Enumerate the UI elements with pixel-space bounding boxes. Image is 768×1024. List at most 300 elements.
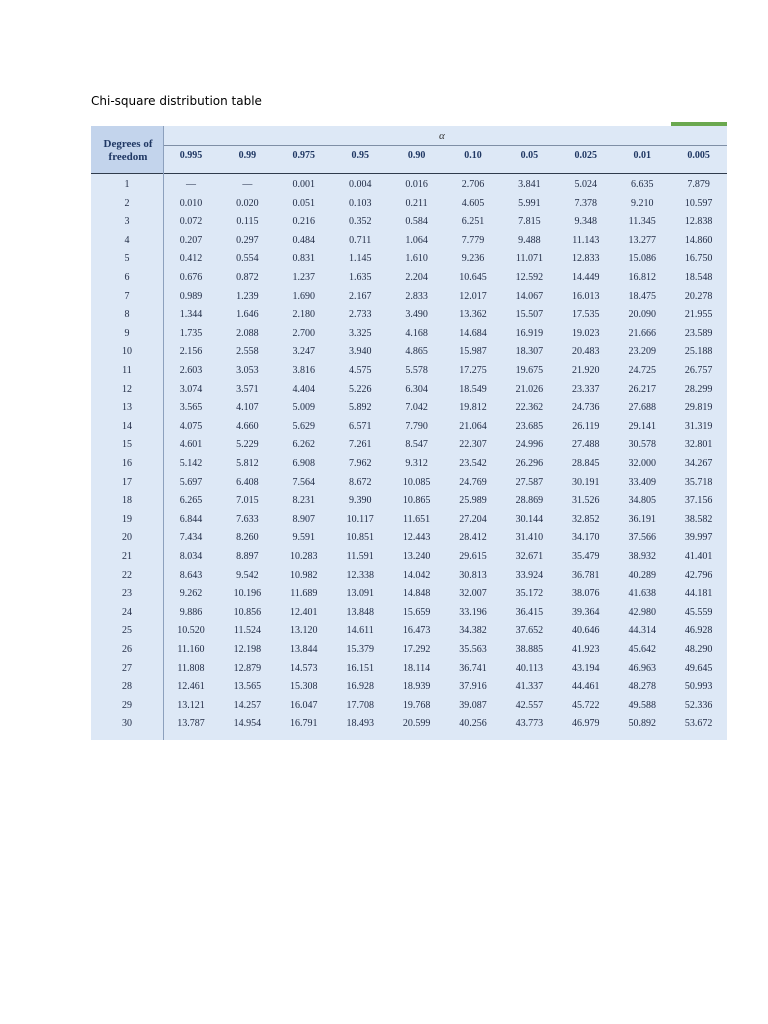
table-cell: 26.296 xyxy=(515,458,544,469)
df-cell: 20 xyxy=(122,532,132,544)
table-cell: 38.076 xyxy=(572,588,600,600)
table-cell: 3.816 xyxy=(292,365,316,376)
table-cell: 14.449 xyxy=(572,272,600,283)
table-cell: 16.791 xyxy=(290,718,318,730)
df-cell: 17 xyxy=(122,476,132,488)
table-cell: 11.524 xyxy=(233,625,261,637)
table-cell: 24.725 xyxy=(628,365,656,376)
table-cell: 12.833 xyxy=(572,253,600,265)
table-cell: 1.145 xyxy=(348,253,372,265)
table-cell: 18.493 xyxy=(346,718,374,730)
table-cell: 0.207 xyxy=(179,234,203,246)
df-cell: 27 xyxy=(122,662,132,674)
table-cell: 29.819 xyxy=(684,402,713,414)
table-cell: 12.838 xyxy=(684,216,713,228)
table-row xyxy=(91,250,727,268)
table-cell: 17.535 xyxy=(572,309,600,321)
table-cell: 33.196 xyxy=(459,606,487,618)
table-cell: 20.278 xyxy=(684,290,713,302)
table-cell: 16.473 xyxy=(402,625,431,637)
table-cell: 15.308 xyxy=(290,681,318,693)
table-cell: 38.932 xyxy=(628,551,656,562)
df-cell: 1 xyxy=(124,179,130,190)
table-cell: 16.812 xyxy=(628,272,656,283)
table-cell: 15.659 xyxy=(402,606,431,618)
table-cell: 52.336 xyxy=(684,699,713,711)
table-cell: 23.589 xyxy=(684,327,713,339)
table-cell: 14.042 xyxy=(402,569,431,581)
table-cell: 30.813 xyxy=(459,569,487,581)
table-cell: 13.277 xyxy=(628,234,656,246)
table-cell: 2.558 xyxy=(236,346,259,358)
table-cell: 6.265 xyxy=(179,495,203,507)
table-cell: 35.718 xyxy=(684,476,713,488)
table-cell: 42.980 xyxy=(628,606,656,618)
table-cell: 26.757 xyxy=(684,365,713,376)
table-cell: 23.542 xyxy=(459,458,487,469)
column-headers xyxy=(163,150,727,166)
table-cell: 7.015 xyxy=(236,495,259,507)
chi-square-table xyxy=(91,126,727,740)
table-row xyxy=(91,585,727,603)
table-row xyxy=(91,399,727,417)
table-cell: 25.188 xyxy=(684,346,713,358)
table-cell: 44.314 xyxy=(628,625,656,637)
table-cell: 8.897 xyxy=(236,551,259,562)
table-cell: 8.907 xyxy=(292,513,316,525)
table-row xyxy=(91,641,727,659)
table-row xyxy=(91,660,727,678)
table-cell: 7.042 xyxy=(405,402,428,414)
table-cell: 19.812 xyxy=(459,402,487,414)
table-cell: 4.660 xyxy=(236,420,259,432)
table-cell: 16.151 xyxy=(346,662,374,674)
table-cell: 9.542 xyxy=(236,569,259,581)
df-cell: 13 xyxy=(122,402,132,414)
table-cell: 5.991 xyxy=(518,197,541,209)
df-header-label: Degrees of freedom xyxy=(103,138,153,163)
table-cell: 10.865 xyxy=(402,495,431,507)
table-cell: 20.599 xyxy=(402,718,431,730)
table-cell: 31.526 xyxy=(572,495,600,507)
table-row xyxy=(91,418,727,436)
table-cell: 15.379 xyxy=(346,644,374,655)
table-cell: 9.348 xyxy=(574,216,598,228)
table-cell: 15.086 xyxy=(628,253,656,265)
table-cell: 15.987 xyxy=(459,346,487,358)
df-cell: 19 xyxy=(122,513,132,525)
table-cell: 11.345 xyxy=(628,216,656,228)
table-cell: 0.004 xyxy=(348,179,372,190)
column-header: 0.01 xyxy=(633,150,651,161)
table-row xyxy=(91,548,727,566)
table-cell: 43.194 xyxy=(572,662,600,674)
table-cell: 0.352 xyxy=(348,216,372,228)
table-cell: 3.940 xyxy=(348,346,372,358)
table-cell: 2.180 xyxy=(292,309,316,321)
table-cell: 10.520 xyxy=(177,625,205,637)
df-cell: 21 xyxy=(122,551,132,562)
table-cell: 7.879 xyxy=(687,179,710,190)
table-cell: 26.217 xyxy=(628,383,656,395)
table-cell: 50.993 xyxy=(684,681,713,693)
df-cell: 10 xyxy=(122,346,132,358)
table-cell: 0.115 xyxy=(236,216,259,228)
table-cell: 5.226 xyxy=(348,383,372,395)
df-cell: 22 xyxy=(122,569,132,581)
table-cell: 14.860 xyxy=(684,234,713,246)
table-cell: 1.610 xyxy=(405,253,428,265)
table-cell: 8.034 xyxy=(179,551,203,562)
table-row xyxy=(91,436,727,454)
table-cell: 1.237 xyxy=(292,272,316,283)
table-row xyxy=(91,381,727,399)
table-cell: 10.196 xyxy=(233,588,262,600)
table-cell: 1.646 xyxy=(236,309,259,321)
table-cell: 8.643 xyxy=(179,569,203,581)
table-cell: 16.928 xyxy=(346,681,374,693)
table-row xyxy=(91,362,727,380)
table-cell: 34.805 xyxy=(628,495,656,507)
table-cell: 32.671 xyxy=(515,551,544,562)
table-cell: 40.289 xyxy=(628,569,656,581)
table-cell: 10.085 xyxy=(402,476,431,488)
table-cell: 9.886 xyxy=(179,606,203,618)
table-row xyxy=(91,492,727,510)
table-cell: 18.548 xyxy=(684,272,713,283)
table-cell: 3.565 xyxy=(179,402,203,414)
table-cell: 15.507 xyxy=(515,309,544,321)
table-cell: 18.307 xyxy=(515,346,544,358)
table-cell: 21.955 xyxy=(684,309,713,321)
df-cell: 12 xyxy=(122,383,132,395)
df-header-cell xyxy=(91,126,163,174)
table-cell: 49.588 xyxy=(628,699,656,711)
table-cell: 12.879 xyxy=(233,662,262,674)
table-cell: 23.337 xyxy=(572,383,600,395)
table-cell: 4.075 xyxy=(179,420,203,432)
table-cell: 38.885 xyxy=(515,644,544,655)
table-cell: 13.121 xyxy=(177,699,205,711)
table-cell: 4.865 xyxy=(405,346,428,358)
table-cell: 42.557 xyxy=(515,699,544,711)
table-cell: 21.666 xyxy=(628,327,656,339)
table-cell: 5.142 xyxy=(179,458,203,469)
table-cell: 14.684 xyxy=(459,327,487,339)
table-cell: 10.982 xyxy=(290,569,318,581)
table-cell: 27.587 xyxy=(515,476,544,488)
table-cell: 21.026 xyxy=(515,383,544,395)
table-row xyxy=(91,697,727,715)
df-cell: 5 xyxy=(124,253,130,265)
table-cell: 11.071 xyxy=(515,253,543,265)
table-cell: 28.299 xyxy=(684,383,713,395)
table-cell: 39.087 xyxy=(459,699,487,711)
table-cell: 9.390 xyxy=(348,495,372,507)
table-cell: 6.635 xyxy=(630,179,654,190)
table-cell: 13.848 xyxy=(346,606,374,618)
table-cell: 45.642 xyxy=(628,644,656,655)
table-cell: 28.845 xyxy=(572,458,600,469)
table-cell: 26.119 xyxy=(572,420,600,432)
table-cell: 0.831 xyxy=(292,253,316,265)
table-cell: 45.722 xyxy=(572,699,600,711)
table-cell: 5.009 xyxy=(292,402,316,414)
table-cell: 10.283 xyxy=(290,551,318,562)
df-cell: 30 xyxy=(122,718,132,730)
df-cell: 26 xyxy=(122,644,132,655)
table-cell: 3.053 xyxy=(236,365,259,376)
table-cell: 7.378 xyxy=(574,197,598,209)
column-header: 0.975 xyxy=(292,150,316,161)
table-cell: 19.768 xyxy=(402,699,431,711)
table-cell: 27.488 xyxy=(572,439,600,451)
table-cell: 42.796 xyxy=(684,569,713,581)
table-cell: 1.635 xyxy=(348,272,372,283)
table-cell: 36.781 xyxy=(572,569,600,581)
table-cell: 13.362 xyxy=(459,309,487,321)
table-cell: 2.700 xyxy=(292,327,316,339)
table-cell: 40.256 xyxy=(459,718,487,730)
df-cell: 6 xyxy=(124,272,130,283)
table-cell: 36.415 xyxy=(515,606,544,618)
table-cell: 4.605 xyxy=(461,197,485,209)
table-cell: 23.685 xyxy=(515,420,544,432)
table-cell: 21.064 xyxy=(459,420,487,432)
table-cell: 41.923 xyxy=(572,644,600,655)
df-cell: 9 xyxy=(124,327,130,339)
table-cell: 1.735 xyxy=(179,327,203,339)
table-cell: 7.815 xyxy=(518,216,541,228)
alpha-header-rule xyxy=(163,145,727,146)
table-cell: 10.645 xyxy=(459,272,487,283)
table-cell: 17.708 xyxy=(346,699,374,711)
table-cell: 44.181 xyxy=(684,588,713,600)
df-cell: 28 xyxy=(122,681,132,693)
table-cell: 32.000 xyxy=(628,458,656,469)
table-cell: 1.064 xyxy=(405,234,428,246)
table-cell: 14.611 xyxy=(346,625,374,637)
table-row xyxy=(91,455,727,473)
table-cell: 11.143 xyxy=(572,234,600,246)
table-cell: 24.736 xyxy=(572,402,600,414)
table-row xyxy=(91,306,727,324)
table-cell: 12.592 xyxy=(515,272,544,283)
table-cell: 5.578 xyxy=(405,365,428,376)
table-cell: 0.072 xyxy=(179,216,203,228)
table-cell: 31.319 xyxy=(684,420,713,432)
table-cell: 33.409 xyxy=(628,476,656,488)
table-cell: 5.024 xyxy=(574,179,598,190)
table-cell: 16.750 xyxy=(684,253,713,265)
table-cell: 6.262 xyxy=(292,439,316,451)
table-cell: 0.412 xyxy=(179,253,203,265)
table-cell: 16.919 xyxy=(515,327,544,339)
table-cell: 46.963 xyxy=(628,662,656,674)
table-cell: 34.382 xyxy=(459,625,487,637)
page-title: Chi-square distribution table xyxy=(91,94,262,108)
table-cell: 48.290 xyxy=(684,644,713,655)
table-cell: 12.338 xyxy=(346,569,374,581)
table-cell: 13.240 xyxy=(402,551,431,562)
table-cell: 3.325 xyxy=(348,327,372,339)
table-cell: 7.962 xyxy=(348,458,372,469)
table-cell: 10.117 xyxy=(346,513,374,525)
table-cell: 7.564 xyxy=(292,476,316,488)
table-cell: 5.812 xyxy=(236,458,259,469)
table-row xyxy=(91,232,727,250)
table-cell: 20.090 xyxy=(628,309,656,321)
table-cell: 28.412 xyxy=(459,532,487,544)
table-cell: 21.920 xyxy=(572,365,600,376)
column-header: 0.005 xyxy=(687,150,710,161)
table-cell: 7.434 xyxy=(179,532,203,544)
table-cell: 34.267 xyxy=(684,458,713,469)
table-cell: 7.633 xyxy=(236,513,259,525)
column-header: 0.05 xyxy=(520,150,539,161)
table-cell: 50.892 xyxy=(628,718,656,730)
table-cell: 36.191 xyxy=(628,513,656,525)
table-cell: 0.297 xyxy=(236,234,259,246)
table-cell: 14.954 xyxy=(233,718,262,730)
table-cell: 3.841 xyxy=(518,179,541,190)
table-cell: 13.120 xyxy=(290,625,318,637)
table-cell: 16.013 xyxy=(572,290,600,302)
table-cell: 19.675 xyxy=(515,365,544,376)
table-cell: 17.275 xyxy=(459,365,487,376)
table-cell: 0.016 xyxy=(405,179,428,190)
table-row xyxy=(91,567,727,585)
table-cell: 8.672 xyxy=(348,476,372,488)
table-cell: 0.989 xyxy=(179,290,203,302)
table-cell: 14.257 xyxy=(233,699,262,711)
table-cell: 4.107 xyxy=(236,402,259,414)
df-cell: 2 xyxy=(124,197,130,209)
table-cell: 46.979 xyxy=(572,718,600,730)
table-cell: 10.597 xyxy=(684,197,713,209)
table-row xyxy=(91,343,727,361)
table-cell: 40.646 xyxy=(572,625,600,637)
table-row xyxy=(91,176,727,194)
column-header: 0.90 xyxy=(407,150,426,161)
table-cell: 7.261 xyxy=(348,439,372,451)
column-header: 0.025 xyxy=(574,150,598,161)
df-cell: 11 xyxy=(122,365,132,376)
df-cell: 7 xyxy=(124,290,130,302)
table-cell: 41.401 xyxy=(684,551,713,562)
table-cell: 32.801 xyxy=(684,439,713,451)
table-cell: 14.067 xyxy=(515,290,544,302)
table-cell: 5.697 xyxy=(179,476,203,488)
table-cell: 44.461 xyxy=(572,681,600,693)
table-cell: 4.404 xyxy=(292,383,316,395)
table-cell: 5.229 xyxy=(236,439,259,451)
df-cell: 29 xyxy=(122,699,132,711)
table-cell: 39.997 xyxy=(684,532,713,544)
table-cell: 14.573 xyxy=(290,662,318,674)
table-cell: 3.247 xyxy=(292,346,316,358)
table-cell: 2.204 xyxy=(405,272,428,283)
table-cell: 16.047 xyxy=(290,699,318,711)
table-cell: 11.651 xyxy=(403,513,431,525)
table-cell: 22.307 xyxy=(459,439,487,451)
table-cell: 2.706 xyxy=(461,179,485,190)
df-cell: 8 xyxy=(124,309,130,321)
table-cell: 9.236 xyxy=(461,253,485,265)
table-cell: 37.566 xyxy=(628,532,656,544)
table-cell: 12.401 xyxy=(290,606,318,618)
table-cell: 9.210 xyxy=(630,197,654,209)
table-cell: 32.852 xyxy=(572,513,600,525)
table-cell: 18.114 xyxy=(403,662,431,674)
df-cell: 23 xyxy=(122,588,132,600)
table-cell: 11.160 xyxy=(177,644,205,655)
table-cell: 6.408 xyxy=(236,476,259,488)
table-cell: 2.167 xyxy=(348,290,372,302)
table-cell: 23.209 xyxy=(628,346,656,358)
table-cell: 46.928 xyxy=(684,625,713,637)
table-cell: 8.231 xyxy=(292,495,316,507)
table-cell: 49.645 xyxy=(684,662,713,674)
table-cell: 11.808 xyxy=(177,662,205,674)
table-cell: 40.113 xyxy=(515,662,543,674)
table-cell: 0.676 xyxy=(179,272,203,283)
table-cell: 19.023 xyxy=(572,327,600,339)
table-cell: 7.790 xyxy=(405,420,428,432)
table-cell: — xyxy=(186,179,196,190)
table-cell: 27.688 xyxy=(628,402,656,414)
table-cell: 4.601 xyxy=(179,439,203,451)
table-cell: 9.312 xyxy=(405,458,428,469)
table-cell: 53.672 xyxy=(684,718,713,730)
table-cell: 41.337 xyxy=(515,681,544,693)
table-cell: 6.571 xyxy=(348,420,372,432)
table-row xyxy=(91,213,727,231)
table-cell: 33.924 xyxy=(515,569,544,581)
table-cell: 13.787 xyxy=(177,718,205,730)
table-cell: 1.690 xyxy=(292,290,316,302)
table-cell: 3.571 xyxy=(236,383,259,395)
table-cell: 31.410 xyxy=(515,532,544,544)
table-cell: 3.490 xyxy=(405,309,428,321)
alpha-symbol: α xyxy=(439,130,445,142)
table-cell: 35.479 xyxy=(572,551,600,562)
table-cell: 13.844 xyxy=(290,644,318,655)
table-cell: 10.851 xyxy=(346,532,374,544)
table-cell: 11.591 xyxy=(346,551,374,562)
df-cell: 24 xyxy=(122,606,132,618)
table-cell: 14.848 xyxy=(402,588,431,600)
table-cell: 9.262 xyxy=(179,588,203,600)
table-cell: 4.575 xyxy=(348,365,372,376)
table-cell: 0.216 xyxy=(292,216,316,228)
table-row xyxy=(91,195,727,213)
table-cell: 9.488 xyxy=(518,234,541,246)
table-cell: 45.559 xyxy=(684,606,713,618)
table-row xyxy=(91,511,727,529)
df-cell: 4 xyxy=(124,234,130,246)
df-cell: 14 xyxy=(122,420,132,432)
table-cell: 27.204 xyxy=(459,513,487,525)
table-cell: 13.091 xyxy=(346,588,374,600)
table-row xyxy=(91,529,727,547)
table-cell: 0.584 xyxy=(405,216,428,228)
table-cell: 6.908 xyxy=(292,458,316,469)
table-cell: 39.364 xyxy=(572,606,600,618)
table-cell: 29.141 xyxy=(628,420,656,432)
table-cell: 24.996 xyxy=(515,439,544,451)
table-cell: 43.773 xyxy=(515,718,544,730)
